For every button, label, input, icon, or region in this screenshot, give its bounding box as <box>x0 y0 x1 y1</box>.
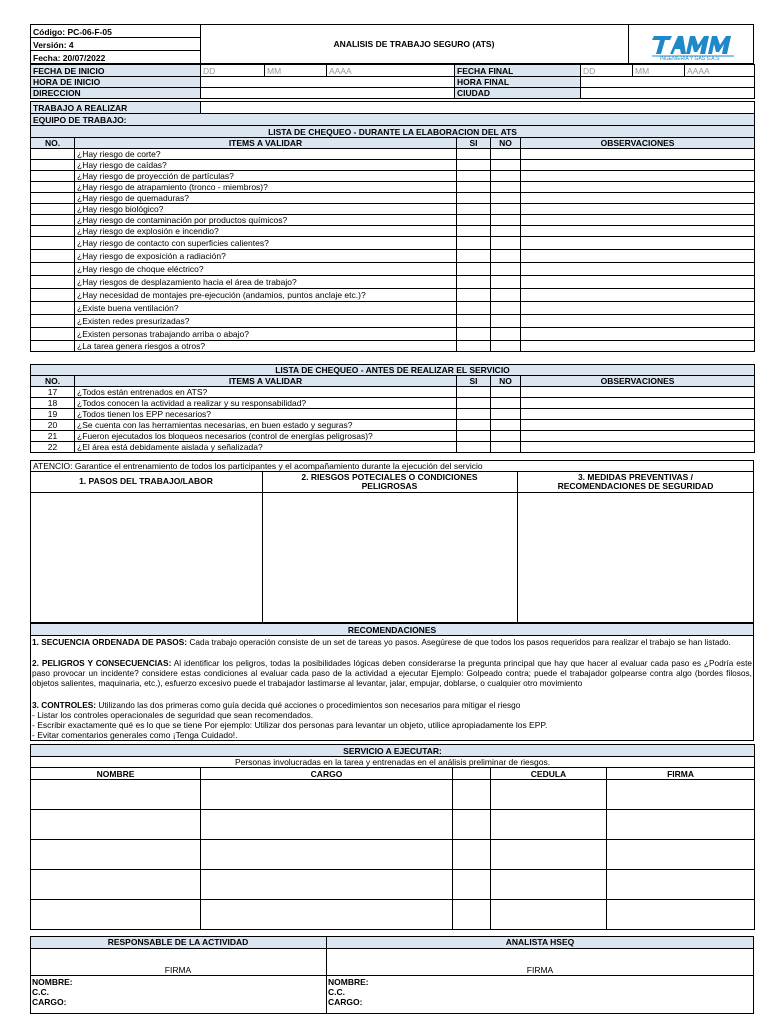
nombre-field[interactable] <box>31 780 201 810</box>
pasos-field[interactable] <box>31 493 261 622</box>
col-cargo: CARGO <box>201 768 453 780</box>
item-text: ¿Hay riesgo de exposición a radiación? <box>75 250 457 263</box>
checklist-row <box>31 387 755 398</box>
person-row <box>31 870 755 900</box>
checklist-row <box>31 263 755 276</box>
row-number: 21 <box>31 431 75 442</box>
no-checkbox[interactable] <box>491 204 521 215</box>
observaciones-field[interactable] <box>521 204 755 215</box>
rec-head-3: 3. CONTROLES: <box>32 700 97 710</box>
label-fecha-inicio: FECHA DE INICIO <box>31 65 201 77</box>
si-checkbox[interactable] <box>457 328 491 341</box>
row-number <box>31 226 75 237</box>
checklist-row <box>31 226 755 237</box>
observaciones-field[interactable] <box>521 263 755 276</box>
fecha-inicio-aaaa[interactable]: AAAA <box>327 65 455 77</box>
responsable-nombre-label: NOMBRE: <box>32 977 73 987</box>
si-checkbox[interactable] <box>457 263 491 276</box>
row-number <box>31 237 75 250</box>
label-equipo: EQUIPO DE TRABAJO: <box>31 114 755 126</box>
checklist-row <box>31 302 755 315</box>
col-no: NO. <box>31 138 75 149</box>
observaciones-field[interactable] <box>521 171 755 182</box>
row-number <box>31 171 75 182</box>
si-checkbox[interactable] <box>457 237 491 250</box>
no-checkbox[interactable] <box>491 442 521 453</box>
info-table <box>30 64 755 99</box>
checklist-durante-title: LISTA DE CHEQUEO - DURANTE LA ELABORACION DEL ATS <box>31 126 755 138</box>
fecha-final-mm[interactable]: MM <box>633 65 685 77</box>
rec-body-1: Cada trabajo operación consiste de un set de tareas yo pasos. Asegúrese de que todos los pasos requeridos para realizar el trabajo se han listado. <box>187 637 731 647</box>
si-checkbox[interactable] <box>457 226 491 237</box>
no-checkbox[interactable] <box>491 398 521 409</box>
row-number <box>31 315 75 328</box>
no-checkbox[interactable] <box>491 387 521 398</box>
no-checkbox[interactable] <box>491 193 521 204</box>
observaciones-field[interactable] <box>521 237 755 250</box>
row-number <box>31 289 75 302</box>
si-checkbox[interactable] <box>457 149 491 160</box>
row-number: 22 <box>31 442 75 453</box>
row-number <box>31 302 75 315</box>
cargo-field[interactable] <box>201 810 453 840</box>
item-text: ¿Existe buena ventilación? <box>75 302 457 315</box>
cargo-field[interactable] <box>201 870 453 900</box>
person-row <box>31 900 755 930</box>
checklist-row <box>31 149 755 160</box>
checklist-antes <box>30 364 755 453</box>
divider <box>30 635 754 636</box>
item-text: ¿Hay riesgo de choque eléctrico? <box>75 263 457 276</box>
label-ciudad: CIUDAD <box>455 88 581 99</box>
si-checkbox[interactable] <box>457 215 491 226</box>
cedula-field[interactable] <box>491 840 607 870</box>
si-checkbox[interactable] <box>457 341 491 352</box>
rec-paragraph-1 <box>32 637 752 647</box>
responsable-cargo-label: CARGO: <box>32 997 67 1007</box>
label-direccion: DIRECCION <box>31 88 201 99</box>
person-row <box>31 780 755 810</box>
checklist-durante <box>30 125 755 352</box>
col-observaciones: OBSERVACIONES <box>521 138 755 149</box>
item-text: ¿Existen personas trabajando arriba o abajo? <box>75 328 457 341</box>
rec-body-2: Al identificar los peligros, todas la posibilidades lógicas deben considerarse la pregunta principal que hay que hacer al evaluar cada paso es ¿Podría este paso provocar un incidente? considere estas condiciones al evaluar cada paso de la actividad a ejecutar Ejemplo: Golpeado contra; puede el trabajador golpearse contra algo (bordes filosos, objetos salientes, maquinaria, etc.), esfuerzo excesivo puede el trabajador lastimarse al levantar, jalar, empujar, doblarse, o cualquier otro movimiento <box>32 658 752 688</box>
divider <box>30 975 754 976</box>
observaciones-field[interactable] <box>521 442 755 453</box>
no-checkbox[interactable] <box>491 215 521 226</box>
checklist-row <box>31 182 755 193</box>
col-si: SI <box>457 376 491 387</box>
no-checkbox[interactable] <box>491 276 521 289</box>
person-row <box>31 840 755 870</box>
hora-final-field[interactable] <box>581 77 755 88</box>
no-checkbox[interactable] <box>491 171 521 182</box>
item-text: ¿Hay riesgos de desplazamiento hacia el área de trabajo? <box>75 276 457 289</box>
direccion-field[interactable] <box>201 88 455 99</box>
trabajo-table <box>30 101 755 126</box>
item-text: ¿Hay riesgo de explosión e incendio? <box>75 226 457 237</box>
observaciones-field[interactable] <box>521 328 755 341</box>
divider <box>30 50 200 51</box>
blank-field[interactable] <box>453 900 491 930</box>
si-checkbox[interactable] <box>457 387 491 398</box>
doc-date: Fecha: 20/07/2022 <box>33 53 106 63</box>
no-checkbox[interactable] <box>491 420 521 431</box>
no-checkbox[interactable] <box>491 237 521 250</box>
no-checkbox[interactable] <box>491 182 521 193</box>
row-number: 17 <box>31 387 75 398</box>
checklist-row <box>31 420 755 431</box>
fecha-inicio-dd[interactable]: DD <box>201 65 265 77</box>
col-riesgos-l1: 2. RIESGOS POTECIALES O CONDICIONES <box>301 472 478 482</box>
col-riesgos-l2: PELIGROSAS <box>361 481 418 491</box>
si-checkbox[interactable] <box>457 276 491 289</box>
no-checkbox[interactable] <box>491 409 521 420</box>
rec-bullet: - Listar los controles operacionales de seguridad que sean recomendados. <box>32 710 314 720</box>
no-checkbox[interactable] <box>491 431 521 442</box>
si-checkbox[interactable] <box>457 431 491 442</box>
checklist-row <box>31 315 755 328</box>
checklist-row <box>31 160 755 171</box>
col-observaciones: OBSERVACIONES <box>521 376 755 387</box>
checklist-row <box>31 204 755 215</box>
company-logo <box>650 30 740 60</box>
row-number: 20 <box>31 420 75 431</box>
row-number <box>31 204 75 215</box>
si-checkbox[interactable] <box>457 160 491 171</box>
row-number: 19 <box>31 409 75 420</box>
item-text: ¿Existen redes presurizadas? <box>75 315 457 328</box>
row-number <box>31 149 75 160</box>
medidas-field[interactable] <box>518 493 753 622</box>
checklist-row <box>31 276 755 289</box>
observaciones-field[interactable] <box>521 409 755 420</box>
col-no-answer: NO <box>491 138 521 149</box>
item-text: ¿Hay necesidad de montajes pre-ejecución (andamios, puntos anclaje etc.)? <box>75 289 457 302</box>
observaciones-field[interactable] <box>521 215 755 226</box>
checklist-row <box>31 250 755 263</box>
firma-field[interactable] <box>607 900 755 930</box>
logo-caption: INGENIERIA Y GAS S.A.S <box>660 56 720 62</box>
observaciones-field[interactable] <box>521 250 755 263</box>
trabajo-field[interactable] <box>201 102 755 114</box>
col-firma: FIRMA <box>607 768 755 780</box>
firma-field[interactable] <box>607 780 755 810</box>
row-number <box>31 193 75 204</box>
analista-firma-label: FIRMA <box>526 965 554 975</box>
si-checkbox[interactable] <box>457 420 491 431</box>
no-checkbox[interactable] <box>491 341 521 352</box>
observaciones-field[interactable] <box>521 160 755 171</box>
observaciones-field[interactable] <box>521 289 755 302</box>
checklist-row <box>31 409 755 420</box>
si-checkbox[interactable] <box>457 302 491 315</box>
label-hora-final: HORA FINAL <box>455 77 581 88</box>
row-number <box>31 160 75 171</box>
cedula-field[interactable] <box>491 870 607 900</box>
responsable-cc-label: C.C. <box>32 987 49 997</box>
checklist-row <box>31 193 755 204</box>
item-text: ¿Hay riesgo de quemaduras? <box>75 193 457 204</box>
riesgos-field[interactable] <box>263 493 516 622</box>
si-checkbox[interactable] <box>457 182 491 193</box>
divider <box>30 37 200 38</box>
no-checkbox[interactable] <box>491 289 521 302</box>
item-text: ¿Hay riesgo de corte? <box>75 149 457 160</box>
blank-field[interactable] <box>453 870 491 900</box>
doc-code: Código: PC-06-F-05 <box>33 27 112 37</box>
responsable-title: RESPONSABLE DE LA ACTIVIDAD <box>107 937 249 947</box>
hora-inicio-field[interactable] <box>201 77 455 88</box>
item-text: ¿El área está debidamente aislada y señalizada? <box>75 442 457 453</box>
observaciones-field[interactable] <box>521 398 755 409</box>
observaciones-field[interactable] <box>521 302 755 315</box>
checklist-antes-title: LISTA DE CHEQUEO - ANTES DE REALIZAR EL SERVICIO <box>31 365 755 376</box>
page-title: ANALISIS DE TRABAJO SEGURO (ATS) <box>333 39 495 49</box>
servicio-table <box>30 744 755 930</box>
si-checkbox[interactable] <box>457 442 491 453</box>
atencion-text: ATENCIO: Garantice el entrenamiento de todos los participantes y el acompañamiento durante la ejecución del servicio <box>33 461 483 471</box>
observaciones-field[interactable] <box>521 431 755 442</box>
col-no-answer: NO <box>491 376 521 387</box>
row-number <box>31 263 75 276</box>
label-fecha-final: FECHA FINAL <box>455 65 581 77</box>
rec-bullet: - Escribir exactamente qué es lo que se tiene Por ejemplo: Utilizar dos personas para levantar un objeto, utilice apropiadamente los EPP. <box>32 720 548 730</box>
cargo-field[interactable] <box>201 840 453 870</box>
item-text: ¿Hay riesgo de caídas? <box>75 160 457 171</box>
analista-title: ANALISTA HSEQ <box>505 937 575 947</box>
item-text: ¿Fueron ejecutados los bloqueos necesarios (control de energías peligrosas)? <box>75 431 457 442</box>
observaciones-field[interactable] <box>521 226 755 237</box>
item-text: ¿Todos tienen los EPP necesarios? <box>75 409 457 420</box>
cargo-field[interactable] <box>201 900 453 930</box>
nombre-field[interactable] <box>31 900 201 930</box>
cedula-field[interactable] <box>491 810 607 840</box>
si-checkbox[interactable] <box>457 289 491 302</box>
no-checkbox[interactable] <box>491 302 521 315</box>
blank-field[interactable] <box>453 840 491 870</box>
responsable-firma-label: FIRMA <box>164 965 192 975</box>
ciudad-field[interactable] <box>581 88 755 99</box>
si-checkbox[interactable] <box>457 204 491 215</box>
observaciones-field[interactable] <box>521 182 755 193</box>
no-checkbox[interactable] <box>491 160 521 171</box>
nombre-field[interactable] <box>31 870 201 900</box>
si-checkbox[interactable] <box>457 315 491 328</box>
si-checkbox[interactable] <box>457 398 491 409</box>
col-pasos: 1. PASOS DEL TRABAJO/LABOR <box>79 476 213 486</box>
col-items: ITEMS A VALIDAR <box>75 376 457 387</box>
firma-field[interactable] <box>607 810 755 840</box>
checklist-row <box>31 442 755 453</box>
si-checkbox[interactable] <box>457 250 491 263</box>
person-row <box>31 810 755 840</box>
blank-field[interactable] <box>453 780 491 810</box>
no-checkbox[interactable] <box>491 263 521 276</box>
divider <box>628 24 629 64</box>
checklist-row <box>31 341 755 352</box>
col-medidas-l1: 3. MEDIDAS PREVENTIVAS / <box>577 472 694 482</box>
analista-cc-label: C.C. <box>328 987 345 997</box>
cargo-field[interactable] <box>201 780 453 810</box>
observaciones-field[interactable] <box>521 276 755 289</box>
observaciones-field[interactable] <box>521 387 755 398</box>
cedula-field[interactable] <box>491 900 607 930</box>
fecha-final-dd[interactable]: DD <box>581 65 633 77</box>
analista-cargo-label: CARGO: <box>328 997 363 1007</box>
observaciones-field[interactable] <box>521 341 755 352</box>
no-checkbox[interactable] <box>491 250 521 263</box>
item-text: ¿La tarea genera riesgos a otros? <box>75 341 457 352</box>
rec-bullet: - Evitar comentarios generales como ¡Tenga Cuidado!. <box>32 730 238 740</box>
rec-paragraph-3 <box>32 700 752 710</box>
checklist-row <box>31 171 755 182</box>
item-text: ¿Hay riesgo biológico? <box>75 204 457 215</box>
si-checkbox[interactable] <box>457 193 491 204</box>
col-no: NO. <box>31 376 75 387</box>
analista-nombre-label: NOMBRE: <box>328 977 369 987</box>
rec-paragraph-2 <box>32 658 752 688</box>
row-number <box>31 341 75 352</box>
servicio-title: SERVICIO A EJECUTAR: <box>31 745 755 757</box>
item-text: ¿Hay riesgo de contaminación por productos químicos? <box>75 215 457 226</box>
firma-field[interactable] <box>607 870 755 900</box>
label-hora-inicio: HORA DE INICIO <box>31 77 201 88</box>
checklist-row <box>31 328 755 341</box>
checklist-row <box>31 398 755 409</box>
item-text: ¿Hay riesgo de atrapamiento (tronco - miembros)? <box>75 182 457 193</box>
checklist-row <box>31 215 755 226</box>
item-text: ¿Se cuenta con las herramientas necesarias, en buen estado y seguras? <box>75 420 457 431</box>
row-number: 18 <box>31 398 75 409</box>
col-cedula: CEDULA <box>491 768 607 780</box>
servicio-subtitle: Personas involucradas en la tarea y entrenadas en el análisis preliminar de riesgos. <box>31 757 755 768</box>
item-text: ¿Todos conocen la actividad a realizar y su responsabilidad? <box>75 398 457 409</box>
col-blank <box>453 768 491 780</box>
checklist-row <box>31 431 755 442</box>
col-nombre: NOMBRE <box>31 768 201 780</box>
row-number <box>31 328 75 341</box>
blank-field[interactable] <box>453 810 491 840</box>
rec-head-2: 2. PELIGROS Y CONSECUENCIAS: <box>32 658 172 668</box>
col-items: ITEMS A VALIDAR <box>75 138 457 149</box>
recomendaciones-title: RECOMENDACIONES <box>347 625 437 635</box>
col-si: SI <box>457 138 491 149</box>
no-checkbox[interactable] <box>491 328 521 341</box>
observaciones-field[interactable] <box>521 149 755 160</box>
item-text: ¿Todos están entrenados en ATS? <box>75 387 457 398</box>
label-trabajo: TRABAJO A REALIZAR <box>31 102 201 114</box>
row-number <box>31 215 75 226</box>
col-medidas-l2: RECOMENDACIONES DE SEGURIDAD <box>557 481 714 491</box>
rec-body-3: Utilizando las dos primeras como guía decida qué acciones o procedimientos son necesarios para mitigar el riesgo <box>96 700 521 710</box>
observaciones-field[interactable] <box>521 420 755 431</box>
si-checkbox[interactable] <box>457 409 491 420</box>
no-checkbox[interactable] <box>491 315 521 328</box>
row-number <box>31 182 75 193</box>
rec-head-1: 1. SECUENCIA ORDENADA DE PASOS: <box>32 637 188 647</box>
row-number <box>31 276 75 289</box>
no-checkbox[interactable] <box>491 226 521 237</box>
nombre-field[interactable] <box>31 840 201 870</box>
nombre-field[interactable] <box>31 810 201 840</box>
fecha-final-aaaa[interactable]: AAAA <box>685 65 755 77</box>
checklist-row <box>31 289 755 302</box>
checklist-row <box>31 237 755 250</box>
row-number <box>31 250 75 263</box>
observaciones-field[interactable] <box>521 193 755 204</box>
si-checkbox[interactable] <box>457 171 491 182</box>
cedula-field[interactable] <box>491 780 607 810</box>
doc-version: Versión: 4 <box>33 40 74 50</box>
firma-field[interactable] <box>607 840 755 870</box>
no-checkbox[interactable] <box>491 149 521 160</box>
item-text: ¿Hay riesgo de proyección de partículas? <box>75 171 457 182</box>
item-text: ¿Hay riesgo de contacto con superficies calientes? <box>75 237 457 250</box>
fecha-inicio-mm[interactable]: MM <box>265 65 327 77</box>
observaciones-field[interactable] <box>521 315 755 328</box>
